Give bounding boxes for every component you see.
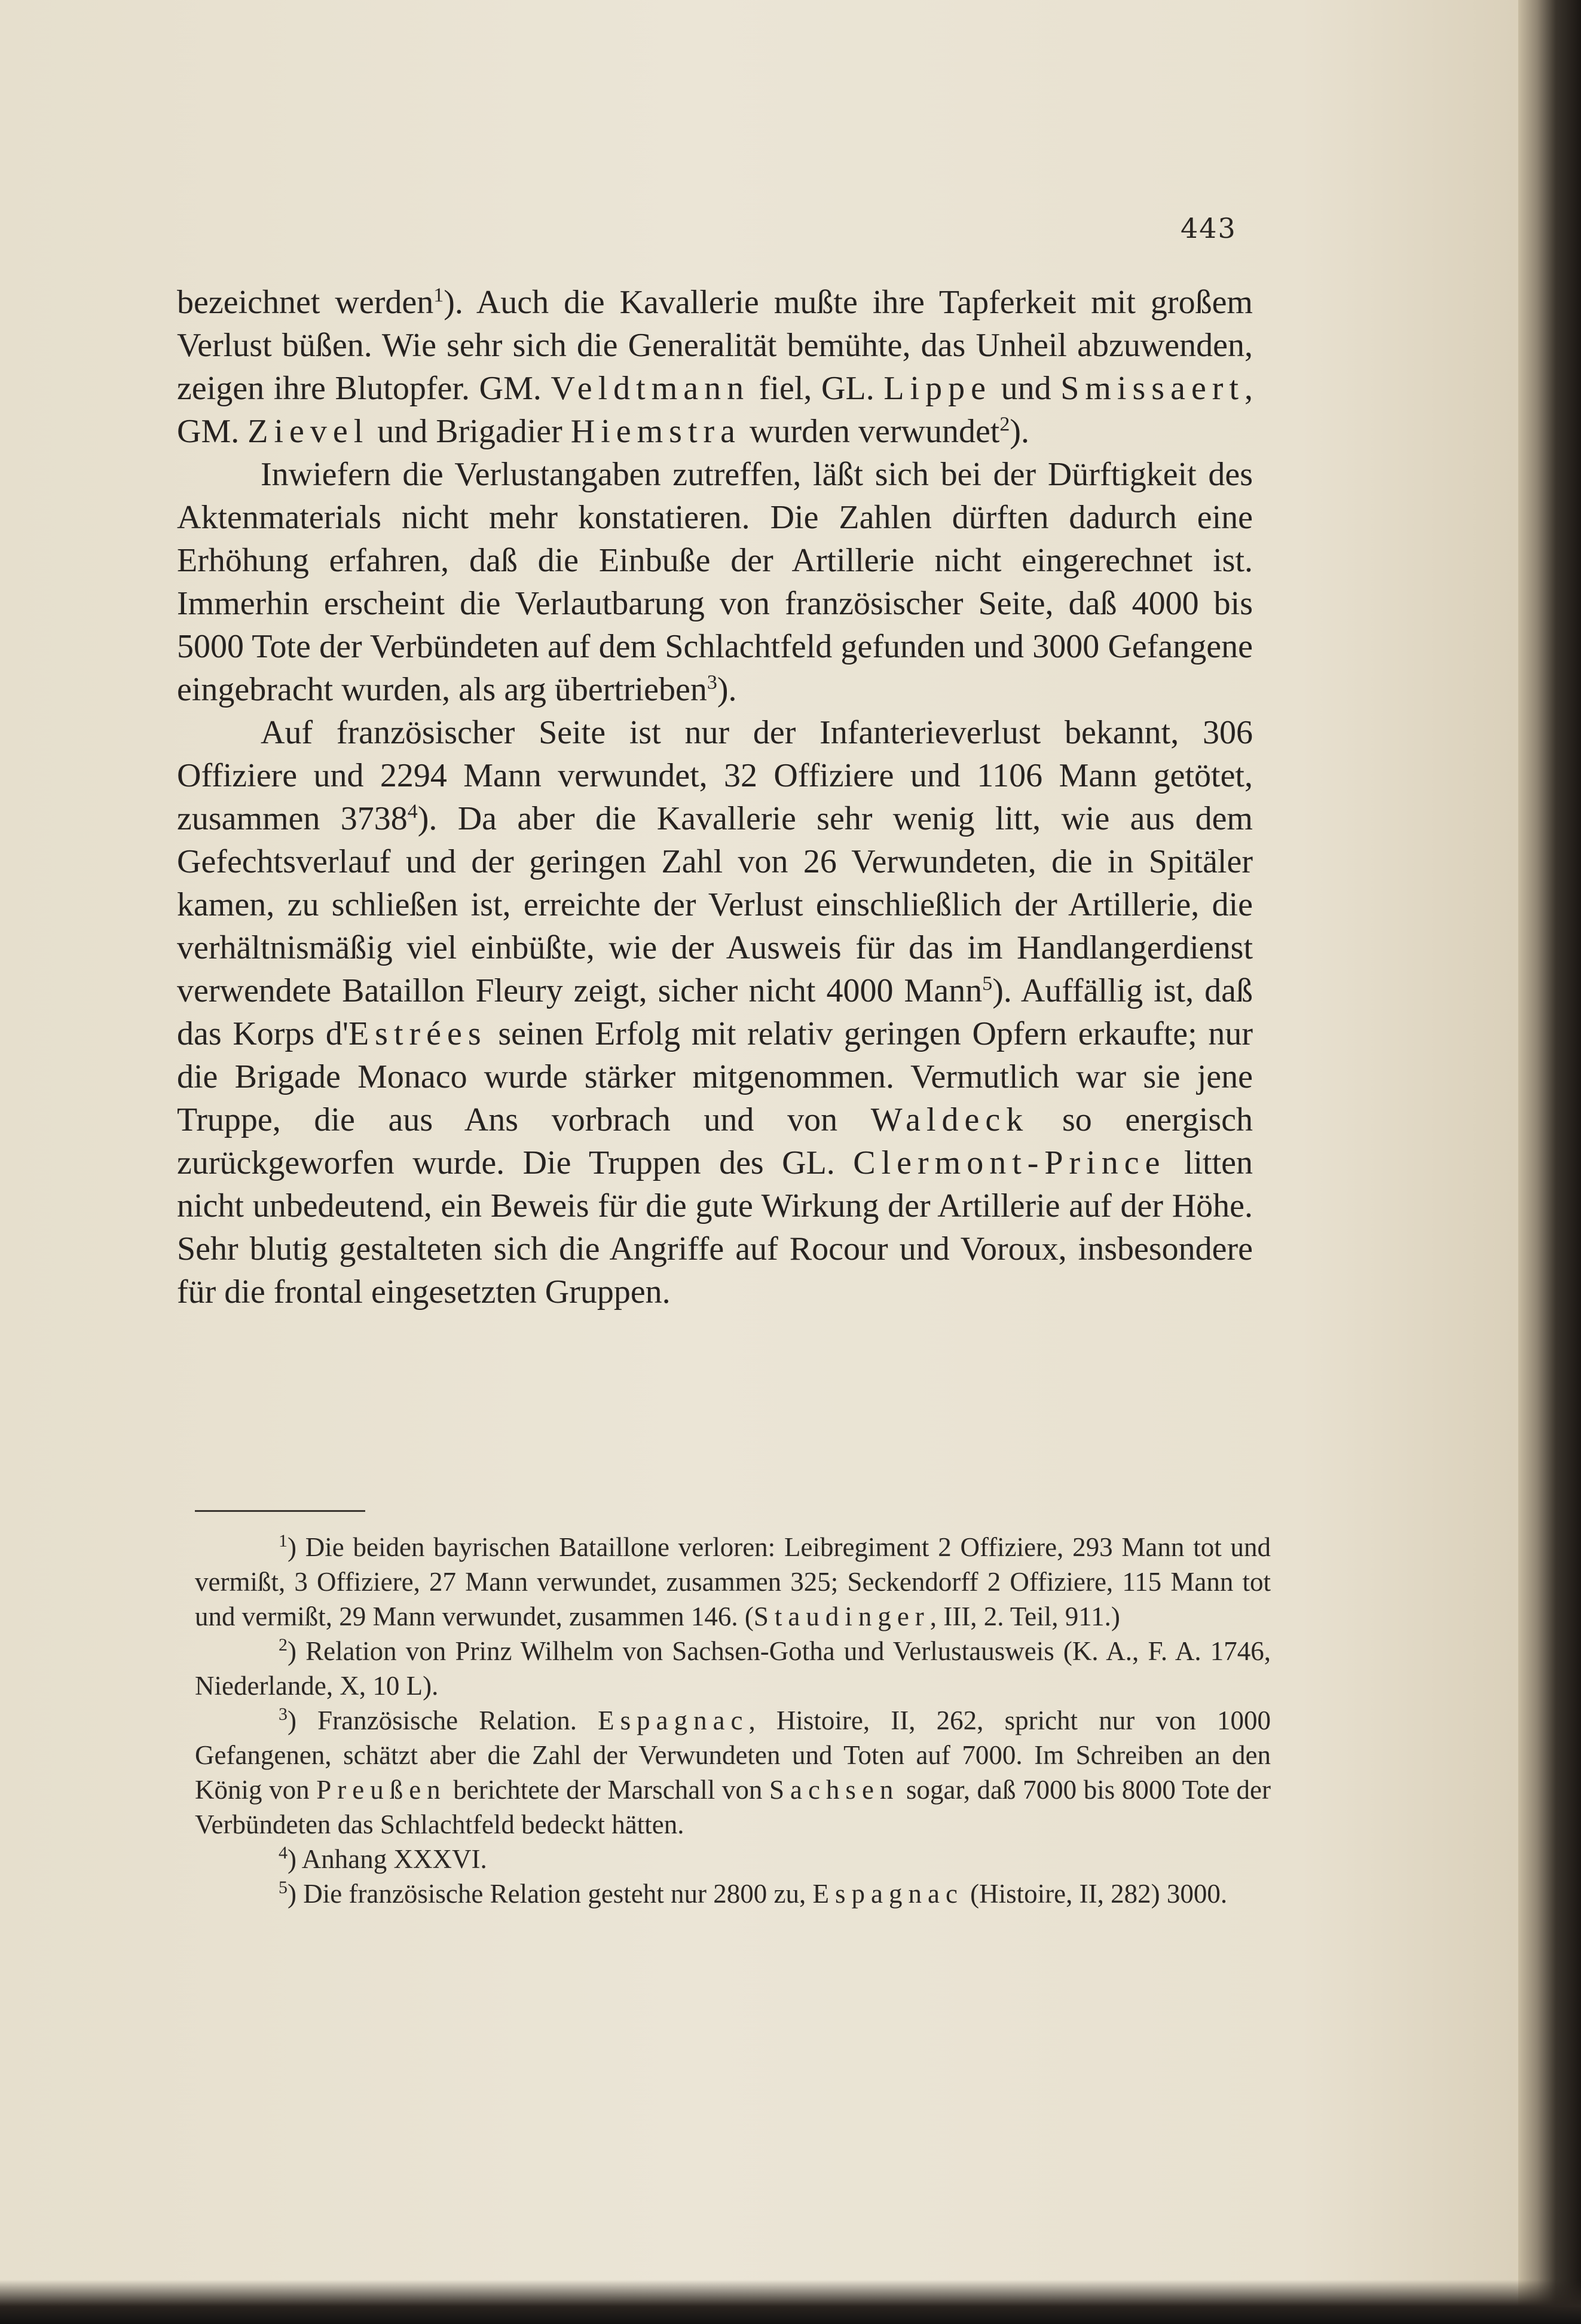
spaced-name: Sachsen bbox=[769, 1775, 900, 1805]
text-run: und Brigadier bbox=[369, 413, 571, 450]
spaced-name: Preußen bbox=[316, 1775, 447, 1805]
footnote-mark: 4 bbox=[279, 1843, 288, 1863]
spaced-name: Estrées bbox=[348, 1015, 487, 1052]
text-run: ) Anhang XXXVI. bbox=[288, 1844, 487, 1874]
page-number: 443 bbox=[1181, 212, 1237, 244]
footnote-ref[interactable]: 5 bbox=[982, 972, 993, 995]
spaced-name: Clermont-Prince bbox=[853, 1144, 1166, 1181]
footnote-ref[interactable]: 3 bbox=[707, 671, 717, 694]
text-run: berichtete der Marschall von bbox=[446, 1775, 769, 1805]
text-run: bezeichnet werden bbox=[177, 284, 434, 321]
footnote-ref[interactable]: 1 bbox=[433, 284, 444, 307]
text-run: ) Die französische Relation gesteht nur 2800 zu, bbox=[288, 1879, 813, 1909]
footnote-2 bbox=[195, 1634, 1271, 1703]
footnotes bbox=[195, 1530, 1271, 1911]
spaced-name: Lippe bbox=[883, 370, 992, 407]
spaced-name: Espagnac bbox=[812, 1879, 964, 1909]
text-run: Inwiefern die Verlustangaben zutreffen, läßt sich bei der Dürftigkeit des Aktenmaterials nicht mehr konstatieren. Die Zahlen dürften dadurch eine Erhöhung erfahren, daß die Einbuße der Artillerie nicht eingerechnet ist. Immerhin erscheint die Verlautbarung von französischer Seite, daß 4000 bis 5000 Tote der Verbündeten auf dem Schlachtfeld gefunden und 3000 Gefangene eingebracht wurden, als arg übertrieben bbox=[177, 456, 1253, 708]
text-run: , III, 2. Teil, 911.) bbox=[929, 1602, 1120, 1631]
footnote-3 bbox=[195, 1703, 1271, 1842]
footnote-mark: 3 bbox=[279, 1704, 288, 1724]
text-run: fiel, GL. bbox=[750, 370, 884, 407]
text-run: ) Die beiden bayrischen Bataillone verloren: Leibregiment 2 Offiziere, 293 Mann tot und vermißt, 3 Offiziere, 27 Mann verwundet, zusammen 325; Seckendorff 2 Offiziere, 115 Mann tot und vermißt, 29 Mann verwundet, zusammen 146. ( bbox=[195, 1532, 1271, 1631]
text-run: litten nicht unbedeutend, ein Beweis für die gute Wirkung der Artillerie auf der Höhe. Sehr blutig gestalteten sich die Angriffe auf Rocour und Voroux, insbesondere für die frontal eingesetzten Gruppen. bbox=[177, 1144, 1253, 1310]
spaced-name: Waldeck bbox=[870, 1101, 1029, 1138]
bottom-shadow bbox=[0, 2280, 1581, 2324]
text-run: ). Da aber die Kavallerie sehr wenig litt, wie aus dem Gefechtsverlauf und der geringen Zahl von 26 Verwundeten, die in Spitäler kamen, zu schließen ist, erreichte der Verlust einschließlich der Artillerie, die verhältnismäßig viel einbüßte, wie der Ausweis für das im Handlangerdienst verwendete Bataillon Fleury zeigt, sicher nicht 4000 Mann bbox=[177, 800, 1253, 1009]
spaced-name: Zievel bbox=[247, 413, 369, 450]
spaced-name: Smissaert bbox=[1060, 370, 1244, 407]
text-run: so energisch zurückgeworfen wurde. Die Truppen des GL. bbox=[177, 1101, 1253, 1181]
footnote-divider bbox=[195, 1510, 365, 1512]
footnote-4 bbox=[195, 1842, 1271, 1876]
footnote-5 bbox=[195, 1876, 1271, 1911]
spaced-name: Espagnac bbox=[598, 1706, 749, 1735]
paragraph-3 bbox=[177, 711, 1253, 1313]
text-run: ). Auch die Kavallerie mußte ihre Tapferkeit mit großem Verlust büßen. Wie sehr sich die Generalität bemühte, das Unheil abzuwenden, zeigen ihre Blutopfer. GM. bbox=[177, 284, 1253, 407]
text-run: , Histoire, II, 262, spricht nur von 1000 Gefangenen, schätzt aber die Zahl der Verwundeten und Toten auf 7000. Im Schreiben an den König von bbox=[195, 1706, 1271, 1805]
footnote-ref[interactable]: 2 bbox=[999, 413, 1010, 436]
spaced-name: Hiemstra bbox=[570, 413, 742, 450]
footnote-mark: 5 bbox=[279, 1878, 288, 1897]
text-run: , GM. bbox=[177, 370, 1253, 450]
text-run: ). bbox=[1010, 413, 1030, 450]
footnote-mark: 2 bbox=[279, 1635, 288, 1655]
text-run: ) Französische Relation. bbox=[288, 1706, 598, 1735]
text-run: ). Auffällig ist, daß das Korps d' bbox=[177, 972, 1253, 1052]
text-run: Auf französischer Seite ist nur der Infanterieverlust bekannt, 306 Offiziere und 2294 Mann verwundet, 32 Offiziere und 1106 Mann getötet, zusammen 3738 bbox=[177, 714, 1253, 837]
text-run: seinen Erfolg mit relativ geringen Opfern erkaufte; nur die Brigade Monaco wurde stärker mitgenommen. Vermutlich war sie jene Truppe, die aus Ans vorbrach und von bbox=[177, 1015, 1253, 1138]
footnote-ref[interactable]: 4 bbox=[407, 800, 418, 823]
text-run: wurden verwundet bbox=[741, 413, 1000, 450]
paragraph-1 bbox=[177, 281, 1253, 453]
text-run: (Histoire, II, 282) 3000. bbox=[963, 1879, 1228, 1909]
text-run: sogar, daß 7000 bis 8000 Tote der Verbündeten das Schlachtfeld bedeckt hätten. bbox=[195, 1775, 1271, 1839]
footnote-1 bbox=[195, 1530, 1271, 1634]
main-text bbox=[177, 281, 1253, 1313]
spaced-name: Veldtmann bbox=[551, 370, 750, 407]
text-run: ). bbox=[717, 671, 737, 708]
text-run: und bbox=[991, 370, 1061, 407]
paragraph-2 bbox=[177, 453, 1253, 711]
spaced-name: Staudinger bbox=[753, 1602, 930, 1631]
text-run: ) Relation von Prinz Wilhelm von Sachsen-Gotha und Verlustausweis (K. A., F. A. 1746, Niederlande, X, 10 L). bbox=[195, 1636, 1271, 1701]
footnote-mark: 1 bbox=[279, 1531, 288, 1551]
book-edge bbox=[1518, 0, 1581, 2324]
